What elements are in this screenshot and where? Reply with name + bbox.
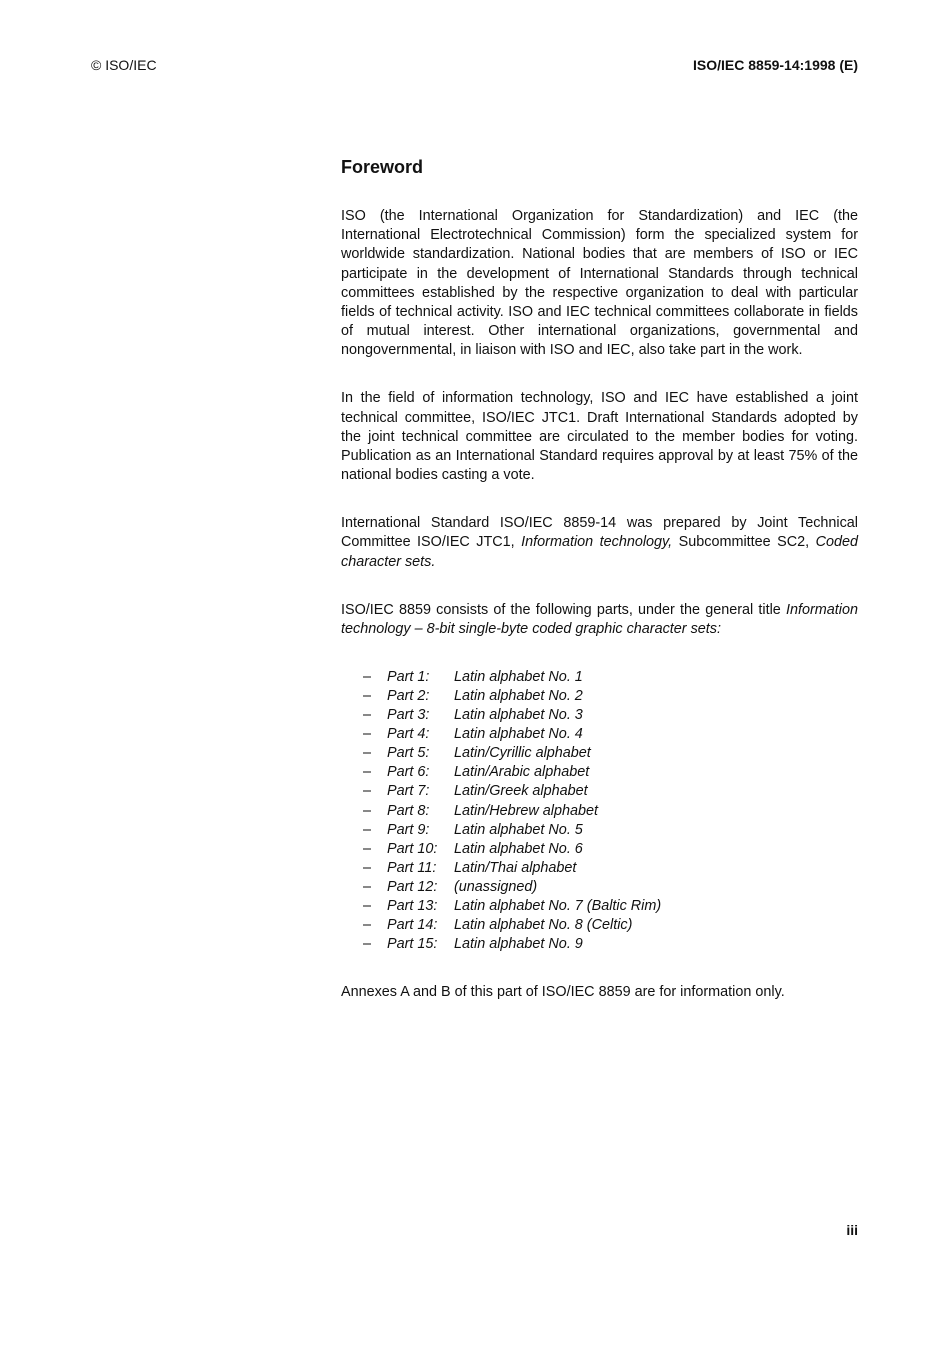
part-title: Latin/Cyrillic alphabet	[454, 745, 591, 762]
list-item	[341, 840, 858, 859]
part-number: Part 10:	[387, 840, 438, 857]
part-title: Latin alphabet No. 9	[454, 936, 583, 953]
part-title: Latin alphabet No. 8 (Celtic)	[454, 917, 633, 934]
list-item	[341, 878, 858, 897]
part-number: Part 5:	[387, 745, 430, 762]
list-item	[341, 725, 858, 744]
part-number: Part 3:	[387, 707, 430, 724]
list-item	[341, 687, 858, 706]
list-item	[341, 821, 858, 840]
page-number: iii	[846, 1222, 858, 1238]
part-title: Latin alphabet No. 4	[454, 726, 583, 743]
list-dash: –	[363, 726, 372, 743]
part-title: Latin alphabet No. 5	[454, 821, 583, 838]
text-run-italic: Coded character sets.	[341, 534, 858, 570]
paragraph-iso-iec-intro: ISO (the International Organization for Standardization) and IEC (the International Electrotechnical Commission) form the specialized system for worldwide standardization. National bodies that are members of ISO or IEC participate in the development of International Standards through technical committees established by the respective organization to deal with particular fields of technical activity. ISO and IEC technical committees collaborate in fields of mutual interest. Other international organizations, governmental and nongovernmental, in liaison with ISO and IEC, also take part in the work.	[341, 208, 858, 359]
part-title: Latin alphabet No. 7 (Baltic Rim)	[454, 897, 662, 914]
part-title: Latin/Greek alphabet	[454, 783, 588, 800]
list-item	[341, 897, 858, 916]
list-item	[341, 935, 858, 954]
list-dash: –	[363, 668, 372, 685]
text-run: Subcommittee SC2,	[672, 534, 816, 551]
list-dash: –	[363, 878, 372, 895]
part-number: Part 8:	[387, 802, 430, 819]
part-number: Part 15:	[387, 936, 438, 953]
part-title: Latin alphabet No. 3	[454, 707, 583, 724]
paragraph-jtc1: In the field of information technology, ISO and IEC have established a joint technical committee, ISO/IEC JTC1. Draft International Standards adopted by the joint technical committee are circulated to the member bodies for voting. Publication as an International Standard requires approval by at least 75% of the national bodies casting a vote.	[341, 390, 858, 484]
part-number: Part 9:	[387, 821, 430, 838]
list-dash: –	[363, 764, 372, 781]
paragraph-annexes: Annexes A and B of this part of ISO/IEC 8859 are for information only.	[341, 984, 785, 1001]
part-title: Latin/Hebrew alphabet	[454, 802, 599, 819]
list-item	[341, 706, 858, 725]
paragraph-preparation	[341, 514, 858, 572]
part-number: Part 6:	[387, 764, 430, 781]
list-item	[341, 668, 858, 687]
part-number: Part 11:	[387, 859, 437, 876]
header-copyright: © ISO/IEC	[91, 57, 157, 73]
part-number: Part 2:	[387, 687, 430, 704]
text-run: International Standard ISO/IEC 8859-14 was prepared by Joint Technical Committee ISO/IEC JTC1,	[341, 515, 858, 551]
list-dash: –	[363, 840, 372, 857]
parts-list	[341, 668, 858, 954]
list-item	[341, 859, 858, 878]
list-item	[341, 744, 858, 763]
list-item	[341, 763, 858, 782]
part-number: Part 1:	[387, 668, 430, 685]
list-dash: –	[363, 745, 372, 762]
list-dash: –	[363, 859, 372, 876]
list-dash: –	[363, 707, 372, 724]
list-dash: –	[363, 897, 372, 914]
text-run: ISO/IEC 8859 consists of the following parts, under the general title	[341, 601, 786, 618]
part-number: Part 13:	[387, 897, 438, 914]
list-item	[341, 782, 858, 801]
list-dash: –	[363, 917, 372, 934]
text-run-italic: Information technology – 8-bit single-byte coded graphic character sets:	[341, 601, 858, 637]
page-title: Foreword	[341, 157, 424, 177]
part-number: Part 12:	[387, 878, 438, 895]
part-title: Latin/Arabic alphabet	[454, 764, 590, 781]
foreword-section	[341, 156, 858, 1031]
part-title: (unassigned)	[454, 878, 538, 895]
list-dash: –	[363, 687, 372, 704]
list-item	[341, 916, 858, 935]
part-number: Part 7:	[387, 783, 430, 800]
list-dash: –	[363, 821, 372, 838]
part-title: Latin alphabet No. 6	[454, 840, 583, 857]
text-run-italic: Information technology,	[521, 534, 673, 551]
part-number: Part 14:	[387, 917, 438, 934]
list-dash: –	[363, 802, 372, 819]
list-dash: –	[363, 783, 372, 800]
part-number: Part 4:	[387, 726, 430, 743]
paragraph-parts-intro	[341, 601, 858, 639]
header-document-id: ISO/IEC 8859-14:1998 (E)	[693, 57, 858, 73]
list-dash: –	[363, 936, 372, 953]
part-title: Latin alphabet No. 2	[454, 687, 583, 704]
part-title: Latin alphabet No. 1	[454, 668, 583, 685]
list-item	[341, 802, 858, 821]
part-title: Latin/Thai alphabet	[454, 859, 577, 876]
